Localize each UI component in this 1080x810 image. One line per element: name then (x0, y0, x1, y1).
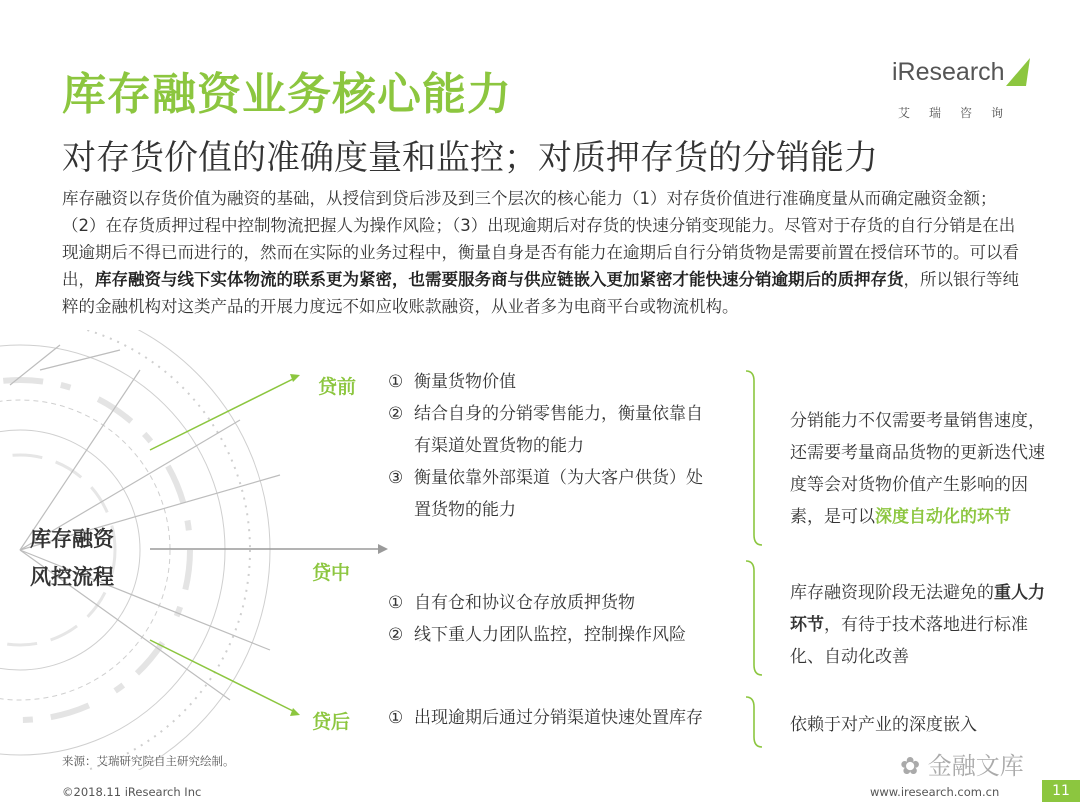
note-highlight: 重人力环节 (790, 583, 1045, 635)
watermark (900, 746, 1024, 781)
website-url[interactable]: www.iresearch.com.cn (870, 785, 1000, 799)
note-text: 分销能力不仅需要考量销售速度，还需要考量商品货物的更新迭代速度等会对货物价值产生影响的因素，是可以 (790, 411, 1045, 527)
stage-pre-loan-items (388, 366, 738, 526)
page-title: 库存融资业务核心能力 (62, 69, 512, 120)
item-text: 自有仓和协议仓存放质押货物 (414, 593, 635, 613)
page-number: 11 (1042, 780, 1080, 802)
item-text: 出现逾期后通过分销渠道快速处置库存 (414, 708, 703, 728)
watermark-text: 金融文库 (927, 752, 1024, 780)
item-text-cont: 有渠道处置货物的能力 (414, 436, 584, 456)
item-number: ② (388, 404, 404, 424)
stage-during-loan-note (790, 577, 1048, 673)
stage-post-loan-note (790, 709, 1048, 741)
item-text-cont: 置货物的能力 (414, 500, 516, 520)
item-number: ① (388, 708, 404, 728)
note-text: 依赖于对产业的深度嵌入 (790, 715, 977, 735)
stage-label-post-loan: 贷后 (312, 711, 351, 733)
wechat-icon: ✿ (900, 752, 928, 780)
list-item (388, 702, 738, 734)
item-number: ① (388, 372, 404, 392)
item-text: 结合自身的分销零售能力，衡量依靠自 (414, 404, 703, 424)
page-subtitle: 对存货价值的准确度量和监控；对质押存货的分销能力 (62, 138, 878, 178)
item-text: 衡量依靠外部渠道（为大客户供货）处 (414, 468, 703, 488)
item-number: ① (388, 593, 404, 613)
intro-text-2: ，所以银行等纯粹的金融机构对这类产品的开展力度远不如应收账款融资，从业者多为电商平台或物流机构。 (62, 270, 1019, 316)
flow-label (30, 520, 114, 596)
intro-text-1: 库存融资以存货价值为融资的基础，从授信到贷后涉及到三个层次的核心能力（1）对存货价值进行准确度量从而确定融资金额；（2）在存货质押过程中控制物流把握人为操作风险；（3）出现逾期后对存货的快速分销变现能力。尽管对于存货的自行分销是在出现逾期后不得已而进行的，然而在实际的业务过程中，衡量自身是否有能力在逾期后自行分销货物是需要前置在授信环节的。可以看出， (62, 189, 1019, 289)
intro-paragraph (62, 185, 1022, 320)
copyright-text: ©2018.11 iResearch Inc (62, 785, 202, 799)
flow-label-line2: 风控流程 (30, 565, 114, 589)
logo-leaf-icon (1004, 56, 1032, 88)
item-text: 线下重人力团队监控，控制操作风险 (414, 625, 686, 645)
item-text: 衡量货物价值 (414, 372, 516, 392)
logo-slogan: 艾瑞咨询 (898, 106, 1023, 120)
list-item (388, 398, 738, 462)
iresearch-logo (892, 58, 1032, 128)
flow-label-line1: 库存融资 (30, 527, 114, 551)
item-number: ② (388, 625, 404, 645)
stage-label-during-loan: 贷中 (312, 562, 351, 584)
bracket-graphic (740, 365, 770, 755)
note-highlight: 深度自动化的环节 (875, 507, 1011, 527)
logo-wordmark: iResearch (892, 58, 1005, 86)
note-text: 库存融资现阶段无法避免的 (790, 583, 994, 603)
list-item (388, 366, 738, 398)
stage-pre-loan-note (790, 405, 1048, 533)
note-tail: ，有待于技术落地进行标准化、自动化改善 (790, 615, 1028, 667)
stage-label-pre-loan: 贷前 (318, 376, 357, 398)
list-item (388, 462, 738, 526)
list-item (388, 619, 738, 651)
source-note: 来源：艾瑞研究院自主研究绘制。 (62, 754, 235, 768)
intro-bold-text: 库存融资与线下实体物流的联系更为紧密，也需要服务商与供应链嵌入更加紧密才能快速分销逾期后的质押存货 (95, 270, 904, 289)
stage-post-loan-items (388, 702, 738, 734)
item-number: ③ (388, 468, 404, 488)
stage-during-loan-items (388, 587, 738, 651)
list-item (388, 587, 738, 619)
